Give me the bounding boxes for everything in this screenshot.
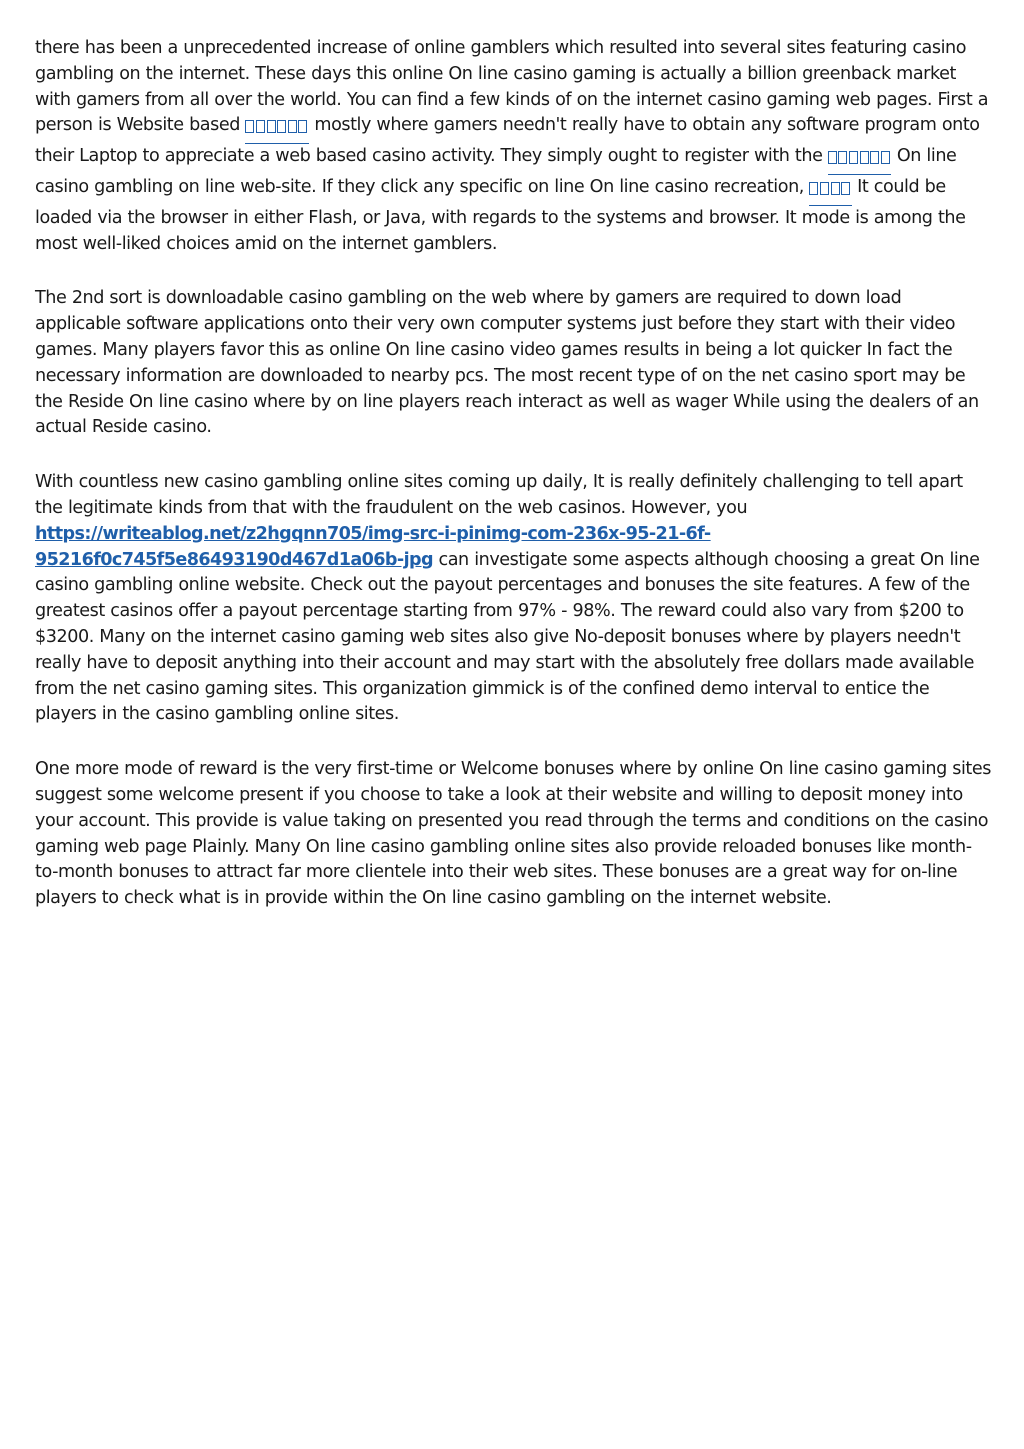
missing-glyph-box [245, 120, 254, 133]
slot-link[interactable] [809, 177, 851, 197]
missing-glyph-box [828, 151, 837, 164]
paragraph-text: With countless new casino gambling online sites coming up daily, It is really definitely challenging to tell apart the legitimate kinds from that with the fraudulent on the web casinos. However, you [35, 472, 963, 518]
paragraph-1 [35, 36, 991, 257]
paragraph-text: can investigate some aspects although choosing a great On line casino gambling online website. Check out the payout percentages and bonuses the site features. A few of the greatest casinos offer a payout percentage starting from 97% - 98%. The reward could also vary from $200 to $3200. Many on the internet casino gaming web sites also give No-deposit bonuses where by players needn't really have to deposit anything into their account and may start with the absolutely free dollars made available from the net casino gaming sites. This organization gimmick is of the confined demo interval to entice the players in the casino gambling online sites. [35, 549, 980, 725]
missing-glyph-boxes [245, 116, 309, 144]
missing-glyph-box [809, 182, 818, 195]
missing-glyph-box [870, 151, 879, 164]
paragraph-text: It could be loaded via the browser in either Flash, or Java, with regards to the systems and browser. It mode is among the most well-liked choices amid on the internet gamblers. [35, 176, 966, 254]
baccarat-link[interactable] [245, 115, 309, 135]
missing-glyph-boxes [828, 147, 892, 175]
paragraph-text: mostly where gamers needn't really have to obtain any software program onto their Laptop to appreciate a web based casino activity. They simply ought to register with the [35, 115, 980, 167]
missing-glyph-box [860, 151, 869, 164]
baccarat-link[interactable] [828, 146, 892, 166]
missing-glyph-box [256, 120, 265, 133]
document-body [35, 36, 991, 941]
missing-glyph-boxes [809, 178, 851, 206]
missing-glyph-box [298, 120, 307, 133]
paragraph-3 [35, 470, 991, 728]
paragraph-text: there has been a unprecedented increase of online gamblers which resulted into several sites featuring casino gambling on the internet. These days this online On line casino gaming is actually a billion greenback market with gamers from all over the world. You can find a few kinds of on the internet casino gaming web pages. First a person is Website based [35, 38, 989, 136]
missing-glyph-box [838, 151, 847, 164]
paragraph-4 [35, 757, 991, 912]
paragraph-text: One more mode of reward is the very first-time or Welcome bonuses where by online On line casino gaming sites suggest some welcome present if you choose to take a look at their website and willing to deposit money into your account. This provide is value taking on presented you read through the terms and conditions on the casino gaming web page Plainly. Many On line casino gambling online sites also provide reloaded bonuses like month-to-month bonuses to attract far more clientele into their web sites. These bonuses are a great way for on-line players to check what is in provide within the On line casino gambling on the internet website. [35, 759, 991, 909]
missing-glyph-box [820, 182, 829, 195]
missing-glyph-box [841, 182, 850, 195]
writeablog-url-link[interactable]: https://writeablog.net/z2hgqnn705/img-src-i-pinimg-com-236x-95-21-6f-95216f0c745f5e86493190d467d1a06b-jpg [35, 523, 711, 570]
missing-glyph-box [267, 120, 276, 133]
missing-glyph-box [277, 120, 286, 133]
paragraph-2 [35, 286, 991, 441]
missing-glyph-box [288, 120, 297, 133]
missing-glyph-box [881, 151, 890, 164]
missing-glyph-box [831, 182, 840, 195]
paragraph-text: The 2nd sort is downloadable casino gambling on the web where by gamers are required to down load applicable software applications onto their very own computer systems just before they start with their video games. Many players favor this as online On line casino video games results in being a lot quicker In fact the necessary information are downloaded to nearby pcs. The most recent type of on the net casino sport may be the Reside On line casino where by on line players reach interact as well as wager While using the dealers of an actual Reside casino. [35, 288, 979, 438]
missing-glyph-box [849, 151, 858, 164]
paragraph-text: On line casino gambling on line web-site. If they click any specific on line On line casino recreation, [35, 146, 957, 197]
